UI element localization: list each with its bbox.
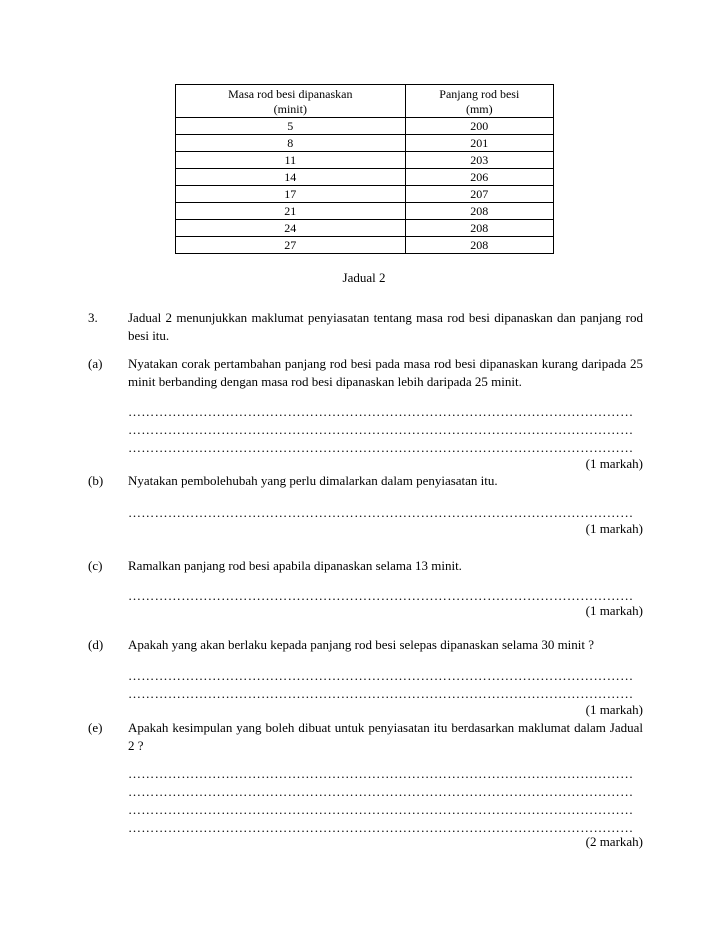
part-b-text: Nyatakan pembolehubah yang perlu dimalarkan dalam penyiasatan itu. [128, 473, 498, 488]
table-cell: 207 [405, 186, 553, 203]
table-header-row [176, 85, 554, 118]
answer-line[interactable]: …………………………………………………………………………………………………… [128, 422, 634, 437]
part-d-marks: (1 markah) [585, 702, 643, 717]
answer-line[interactable]: …………………………………………………………………………………………………… [128, 820, 634, 835]
table-row [176, 152, 554, 169]
table-cell: 201 [405, 135, 553, 152]
part-c-marks: (1 markah) [585, 603, 643, 618]
table-cell: 200 [405, 118, 553, 135]
table-cell: 21 [176, 203, 406, 220]
table-cell: 8 [176, 135, 406, 152]
table-cell: 206 [405, 169, 553, 186]
header-length-label: Panjang rod besi [439, 87, 520, 101]
part-e-label: (e) [88, 720, 103, 735]
table-cell: 203 [405, 152, 553, 169]
answer-line[interactable]: …………………………………………………………………………………………………… [128, 668, 634, 683]
part-a-label: (a) [88, 356, 103, 371]
header-length-unit: (mm) [465, 102, 493, 116]
table-row [176, 237, 554, 254]
part-b-marks: (1 markah) [585, 521, 643, 536]
table-cell: 14 [176, 169, 406, 186]
table-row [176, 169, 554, 186]
header-length [405, 85, 553, 118]
part-d-label: (d) [88, 637, 104, 652]
header-time-label: Masa rod besi dipanaskan [228, 87, 353, 101]
answer-line[interactable]: …………………………………………………………………………………………………… [128, 784, 634, 799]
table-cell: 24 [176, 220, 406, 237]
question-number: 3. [88, 310, 98, 325]
table-cell: 208 [405, 203, 553, 220]
table-row [176, 186, 554, 203]
answer-line[interactable]: …………………………………………………………………………………………………… [128, 766, 634, 781]
table-cell: 17 [176, 186, 406, 203]
part-e-marks: (2 markah) [585, 834, 643, 849]
part-a-text: Nyatakan corak pertambahan panjang rod besi pada masa rod besi dipanaskan kurang daripada 25 minit berbanding dengan masa rod besi dipanaskan lebih daripada 25 minit. [128, 356, 643, 389]
table-cell: 11 [176, 152, 406, 169]
part-c-label: (c) [88, 558, 103, 573]
part-c-text: Ramalkan panjang rod besi apabila dipanaskan selama 13 minit. [128, 558, 462, 573]
answer-line[interactable]: …………………………………………………………………………………………………… [128, 440, 634, 455]
part-b-label: (b) [88, 473, 104, 488]
table-row [176, 135, 554, 152]
table-cell: 27 [176, 237, 406, 254]
data-table [175, 84, 554, 254]
part-a-marks: (1 markah) [585, 456, 643, 471]
table-cell: 208 [405, 237, 553, 254]
answer-line[interactable]: …………………………………………………………………………………………………… [128, 588, 634, 603]
part-e-text: Apakah kesimpulan yang boleh dibuat untuk penyiasatan itu berdasarkan maklumat dalam Jadual 2 ? [128, 720, 643, 753]
answer-line[interactable]: …………………………………………………………………………………………………… [128, 802, 634, 817]
answer-line[interactable]: …………………………………………………………………………………………………… [128, 505, 634, 520]
table-row [176, 118, 554, 135]
table-row [176, 220, 554, 237]
table-row [176, 203, 554, 220]
table-caption: Jadual 2 [342, 270, 386, 285]
table-cell: 208 [405, 220, 553, 237]
header-time [176, 85, 406, 118]
part-d-text: Apakah yang akan berlaku kepada panjang rod besi selepas dipanaskan selama 30 minit ? [128, 637, 595, 652]
table-cell: 5 [176, 118, 406, 135]
answer-line[interactable]: …………………………………………………………………………………………………… [128, 404, 634, 419]
answer-line[interactable]: …………………………………………………………………………………………………… [128, 686, 634, 701]
question-text: Jadual 2 menunjukkan maklumat penyiasatan tentang masa rod besi dipanaskan dan panjang rod besi itu. [128, 310, 643, 343]
header-time-unit: (minit) [273, 102, 307, 116]
